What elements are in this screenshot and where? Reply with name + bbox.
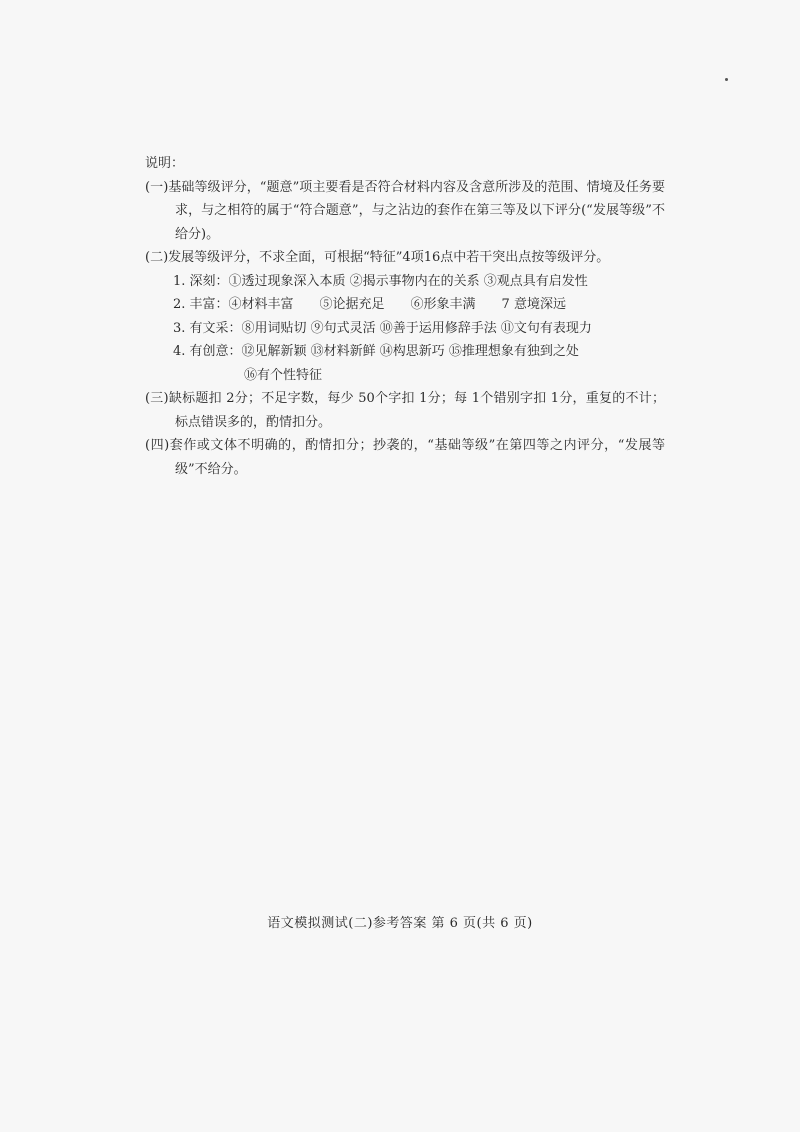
- feature-item-literary: 3. 有文采：⑧用词贴切 ⑨句式灵活 ⑩善于运用修辞手法 ⑪文句有表现力: [173, 320, 592, 336]
- page-footer: 语文模拟测试(二)参考答案 第 6 页(共 6 页): [267, 916, 533, 931]
- feature-item-deep: 1. 深刻：①透过现象深入本质 ②揭示事物内在的关系 ③观点具有启发性: [173, 273, 588, 289]
- corner-mark: [725, 78, 728, 81]
- note-section-2: (二)发展等级评分，不求全面，可根据“特征”4项16点中若干突出点按等级评分。: [145, 250, 610, 265]
- feature-item-creative-cont: ⑯有个性特征: [244, 367, 323, 383]
- feature-item-rich: 2. 丰富：④材料丰富 ⑤论据充足 ⑥形象丰满 7 意境深远: [173, 297, 566, 312]
- notes-heading: 说明：: [145, 156, 185, 171]
- note-section-3: (三)缺标题扣 2分；不足字数，每少 50个字扣 1分；每 1个错别字扣 1分，重复的不计；标点错误多的，酌情扣分。: [145, 391, 665, 430]
- note-section-1: (一)基础等级评分，“题意”项主要看是否符合材料内容及含意所涉及的范围、情境及任务要求，与之相符的属于“符合题意”，与之沾边的套作在第三等及以下评分(“发展等级”不给分)。: [145, 179, 665, 242]
- note-section-4: (四)套作或文体不明确的，酌情扣分；抄袭的，“基础等级”在第四等之内评分，“发展等级”不给分。: [145, 438, 665, 477]
- grading-notes: [145, 152, 665, 481]
- feature-item-creative: 4. 有创意：⑫见解新颖 ⑬材料新鲜 ⑭构思新巧 ⑮推理想象有独到之处: [173, 344, 579, 359]
